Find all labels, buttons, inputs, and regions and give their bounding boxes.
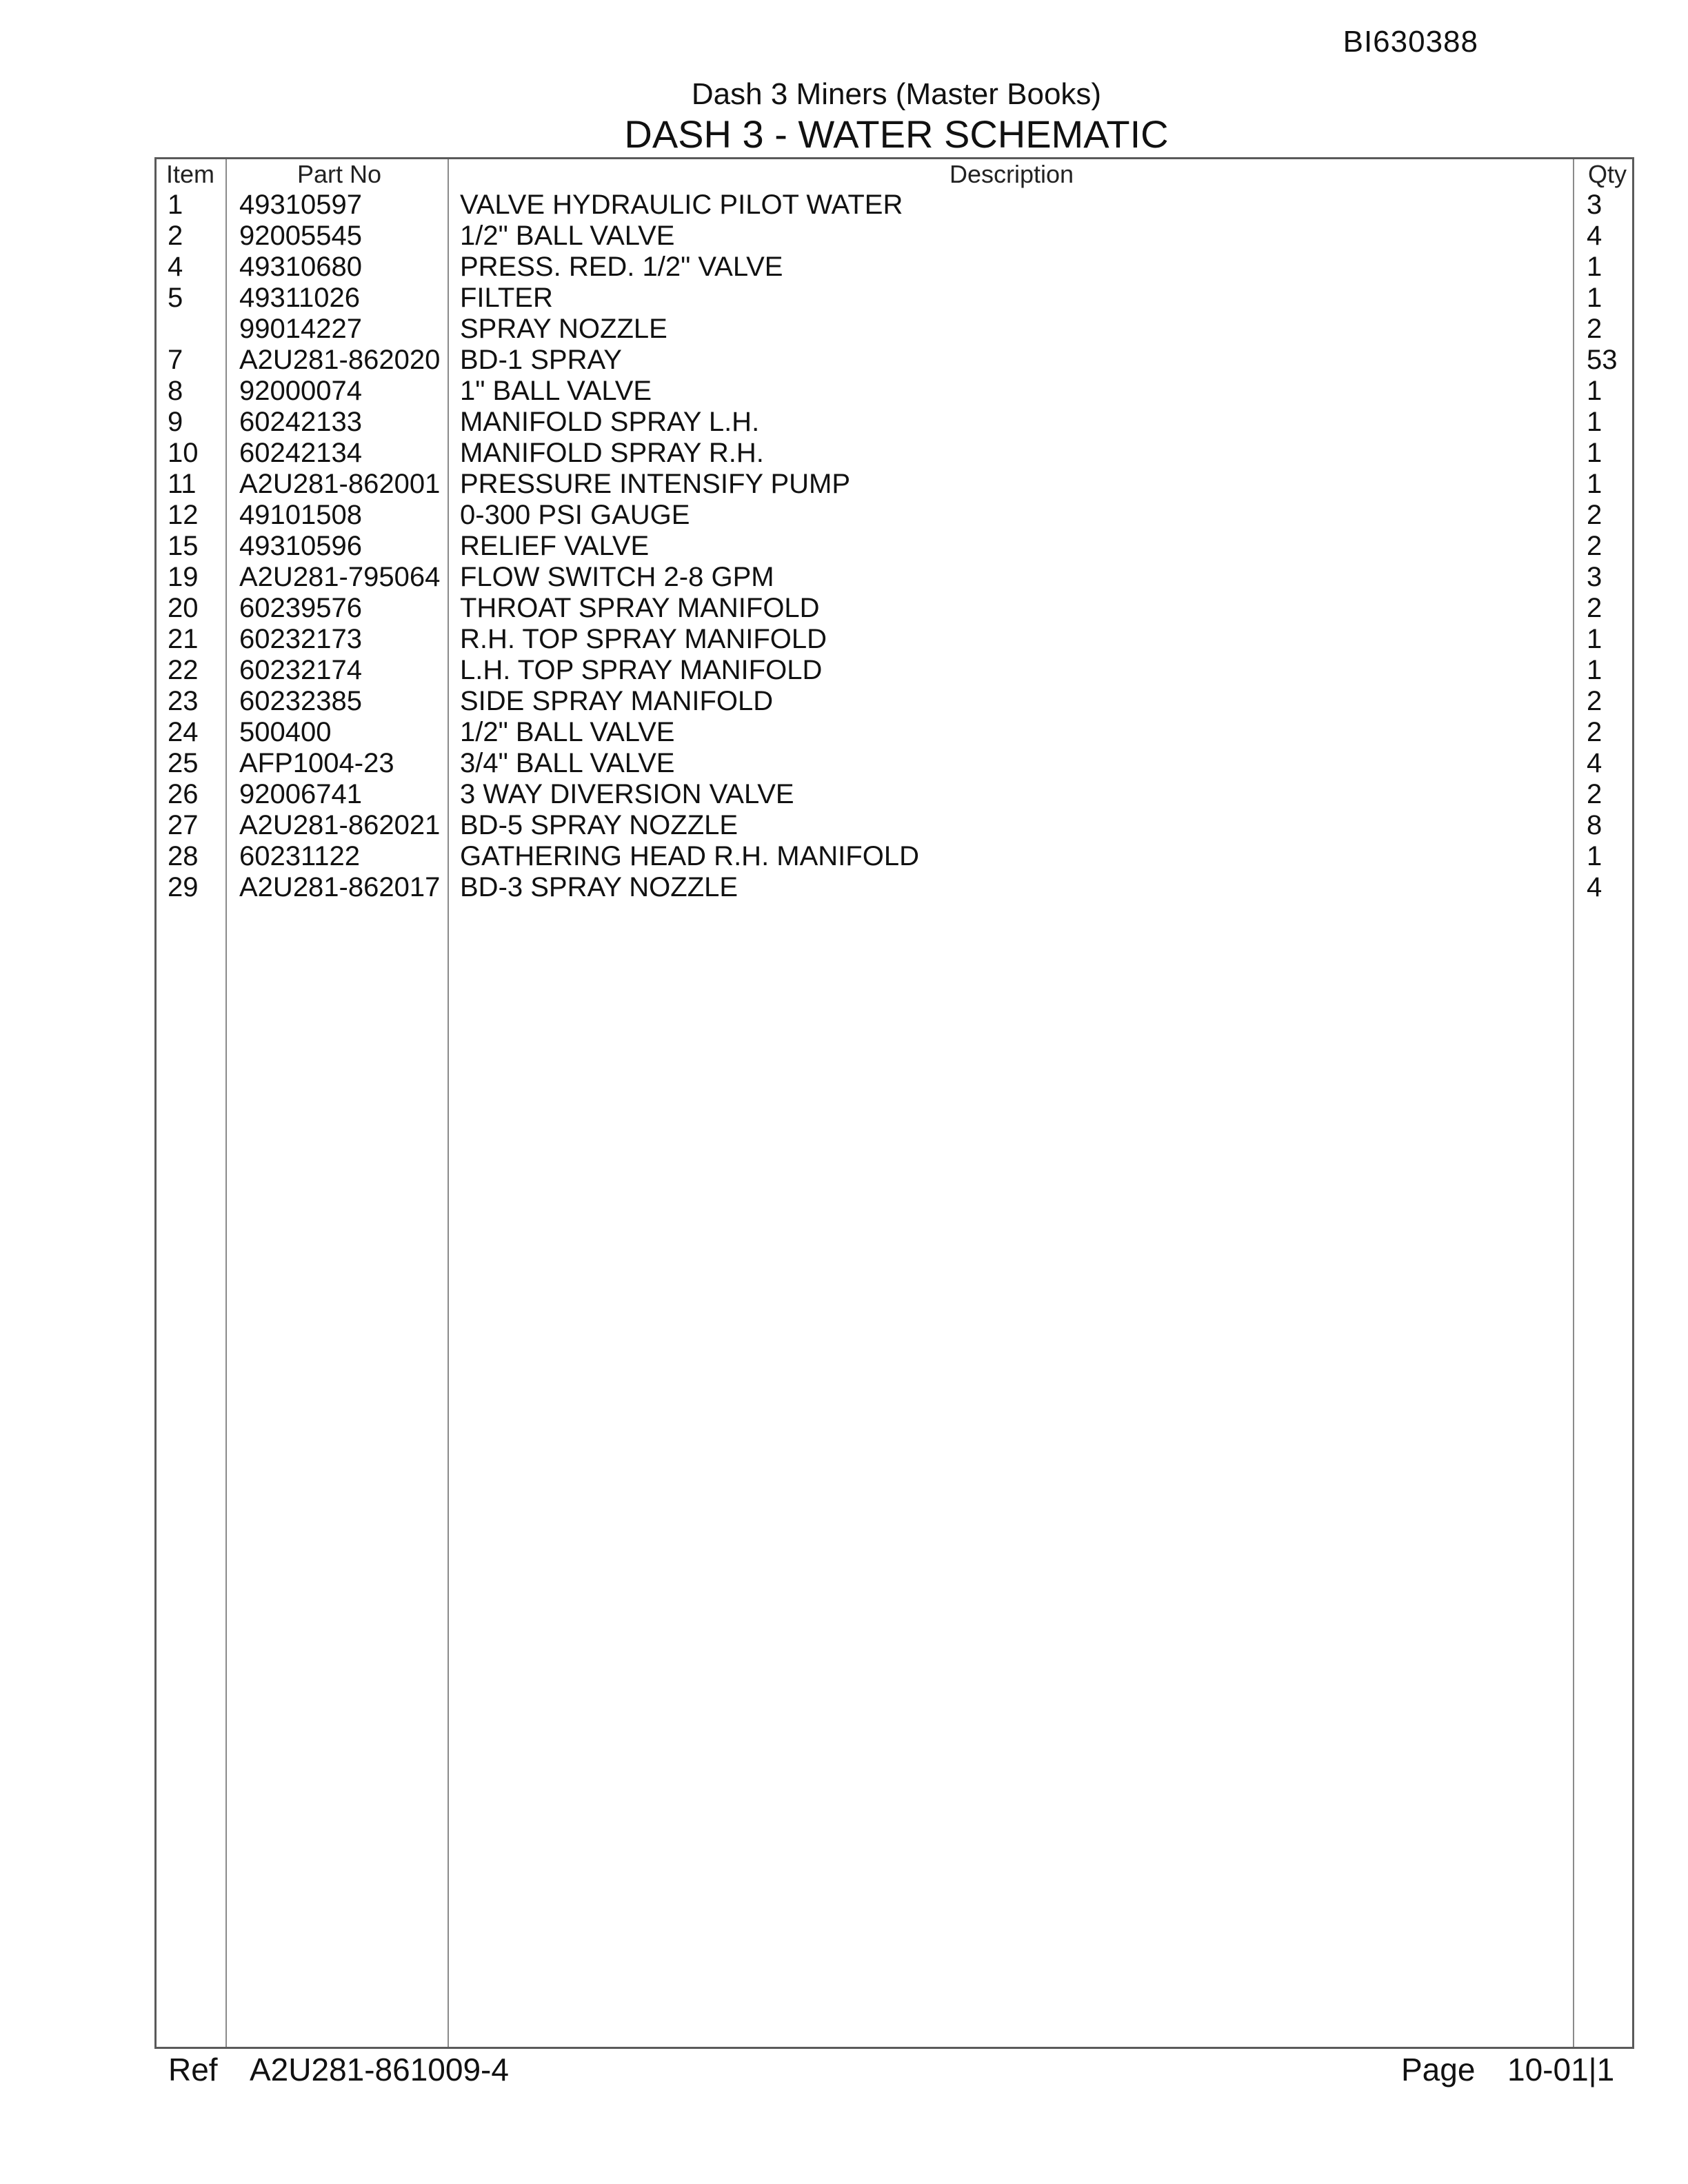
item-number: 15	[168, 531, 199, 561]
item-number: 1	[168, 190, 183, 220]
table-row	[157, 810, 1632, 841]
item-number: 20	[168, 593, 199, 623]
part-number: A2U281-862017	[239, 872, 441, 902]
part-description: SPRAY NOZZLE	[460, 314, 667, 344]
part-description: BD-1 SPRAY	[460, 345, 622, 375]
item-number: 11	[168, 469, 197, 499]
ref-label: Ref	[168, 2052, 218, 2087]
table-row	[157, 407, 1632, 438]
item-number: 21	[168, 624, 199, 654]
ref-number: A2U281-861009-4	[250, 2052, 509, 2087]
header-qty: Qty	[1588, 160, 1627, 188]
part-description: 0-300 PSI GAUGE	[460, 500, 690, 530]
part-number: A2U281-862020	[239, 345, 441, 375]
part-number: 99014227	[239, 314, 362, 344]
table-row	[157, 376, 1632, 407]
header-description: Description	[950, 160, 1074, 188]
quantity: 1	[1587, 655, 1602, 685]
item-number: 26	[168, 779, 199, 809]
item-number: 7	[168, 345, 183, 375]
part-number: 60232385	[239, 686, 362, 716]
quantity: 2	[1587, 686, 1602, 716]
part-number: 92006741	[239, 779, 362, 809]
item-number: 28	[168, 841, 199, 871]
page-label: Page	[1401, 2052, 1476, 2087]
item-number: 12	[168, 500, 199, 530]
part-description: RELIEF VALVE	[460, 531, 650, 561]
table-row	[157, 438, 1632, 469]
quantity: 1	[1587, 283, 1602, 313]
quantity: 4	[1587, 748, 1602, 778]
part-number: 92000074	[239, 376, 362, 406]
quantity: 1	[1587, 841, 1602, 871]
quantity: 8	[1587, 810, 1602, 840]
part-number: A2U281-862021	[239, 810, 441, 840]
item-number: 29	[168, 872, 199, 902]
table-row	[157, 717, 1632, 748]
item-number: 9	[168, 407, 183, 437]
quantity: 3	[1587, 562, 1602, 592]
part-number: 49310596	[239, 531, 362, 561]
part-description: FILTER	[460, 283, 553, 313]
quantity: 1	[1587, 438, 1602, 468]
quantity: 2	[1587, 314, 1602, 344]
part-description: MANIFOLD SPRAY L.H.	[460, 407, 760, 437]
item-number: 5	[168, 283, 183, 313]
quantity: 4	[1587, 872, 1602, 902]
quantity: 1	[1587, 407, 1602, 437]
table-row	[157, 469, 1632, 500]
document-id: BI630388	[1343, 25, 1478, 59]
quantity: 53	[1587, 345, 1618, 375]
table-row	[157, 190, 1632, 221]
part-number: 500400	[239, 717, 332, 747]
table-row	[157, 500, 1632, 531]
header-item: Item	[166, 160, 215, 188]
quantity: 1	[1587, 469, 1602, 499]
table-row	[157, 624, 1632, 655]
part-number: 60242133	[239, 407, 362, 437]
table-row	[157, 779, 1632, 810]
item-number: 10	[168, 438, 199, 468]
part-description: SIDE SPRAY MANIFOLD	[460, 686, 774, 716]
table-row	[157, 314, 1632, 345]
part-description: PRESS. RED. 1/2" VALVE	[460, 252, 783, 282]
parts-rows	[157, 190, 1632, 903]
part-description: BD-5 SPRAY NOZZLE	[460, 810, 738, 840]
quantity: 4	[1587, 221, 1602, 251]
quantity: 2	[1587, 531, 1602, 561]
part-description: L.H. TOP SPRAY MANIFOLD	[460, 655, 823, 685]
quantity: 2	[1587, 500, 1602, 530]
part-description: 1" BALL VALVE	[460, 376, 652, 406]
table-row	[157, 841, 1632, 872]
part-number: 60232173	[239, 624, 362, 654]
table-row	[157, 686, 1632, 717]
part-description: BD-3 SPRAY NOZZLE	[460, 872, 738, 902]
part-description: R.H. TOP SPRAY MANIFOLD	[460, 624, 827, 654]
table-row	[157, 345, 1632, 376]
part-number: AFP1004-23	[239, 748, 394, 778]
part-number: 49311026	[239, 283, 360, 313]
part-description: MANIFOLD SPRAY R.H.	[460, 438, 764, 468]
header-part-no: Part No	[297, 160, 382, 188]
part-description: THROAT SPRAY MANIFOLD	[460, 593, 820, 623]
quantity: 1	[1587, 252, 1602, 282]
sheet-title: DASH 3 - WATER SCHEMATIC	[624, 112, 1169, 156]
part-number: 60231122	[239, 841, 360, 871]
table-row	[157, 872, 1632, 903]
table-row	[157, 252, 1632, 283]
item-number: 2	[168, 221, 183, 251]
quantity: 1	[1587, 624, 1602, 654]
item-number: 8	[168, 376, 183, 406]
part-description: 3/4" BALL VALVE	[460, 748, 675, 778]
part-number: A2U281-795064	[239, 562, 441, 592]
part-description: PRESSURE INTENSIFY PUMP	[460, 469, 851, 499]
part-number: 60239576	[239, 593, 362, 623]
item-number: 19	[168, 562, 199, 592]
quantity: 3	[1587, 190, 1602, 220]
part-description: VALVE HYDRAULIC PILOT WATER	[460, 190, 903, 220]
table-row	[157, 283, 1632, 314]
quantity: 1	[1587, 376, 1602, 406]
table-row	[157, 221, 1632, 252]
part-number: 60242134	[239, 438, 362, 468]
part-number: A2U281-862001	[239, 469, 441, 499]
item-number: 27	[168, 810, 199, 840]
book-title: Dash 3 Miners (Master Books)	[691, 77, 1102, 111]
part-description: 3 WAY DIVERSION VALVE	[460, 779, 794, 809]
table-row	[157, 655, 1632, 686]
page-number: 10-01|1	[1507, 2052, 1615, 2087]
part-description: FLOW SWITCH 2-8 GPM	[460, 562, 774, 592]
quantity: 2	[1587, 593, 1602, 623]
part-number: 49310680	[239, 252, 362, 282]
part-description: 1/2" BALL VALVE	[460, 717, 675, 747]
quantity: 2	[1587, 779, 1602, 809]
item-number: 25	[168, 748, 199, 778]
table-row	[157, 748, 1632, 779]
quantity: 2	[1587, 717, 1602, 747]
part-description: 1/2" BALL VALVE	[460, 221, 675, 251]
parts-list-table	[154, 157, 1634, 2049]
table-row	[157, 562, 1632, 593]
item-number: 23	[168, 686, 199, 716]
item-number: 24	[168, 717, 199, 747]
table-row	[157, 531, 1632, 562]
table-row	[157, 593, 1632, 624]
part-description: GATHERING HEAD R.H. MANIFOLD	[460, 841, 919, 871]
part-number: 49310597	[239, 190, 362, 220]
part-number: 60232174	[239, 655, 362, 685]
item-number: 4	[168, 252, 183, 282]
item-number: 22	[168, 655, 199, 685]
part-number: 92005545	[239, 221, 362, 251]
part-number: 49101508	[239, 500, 362, 530]
